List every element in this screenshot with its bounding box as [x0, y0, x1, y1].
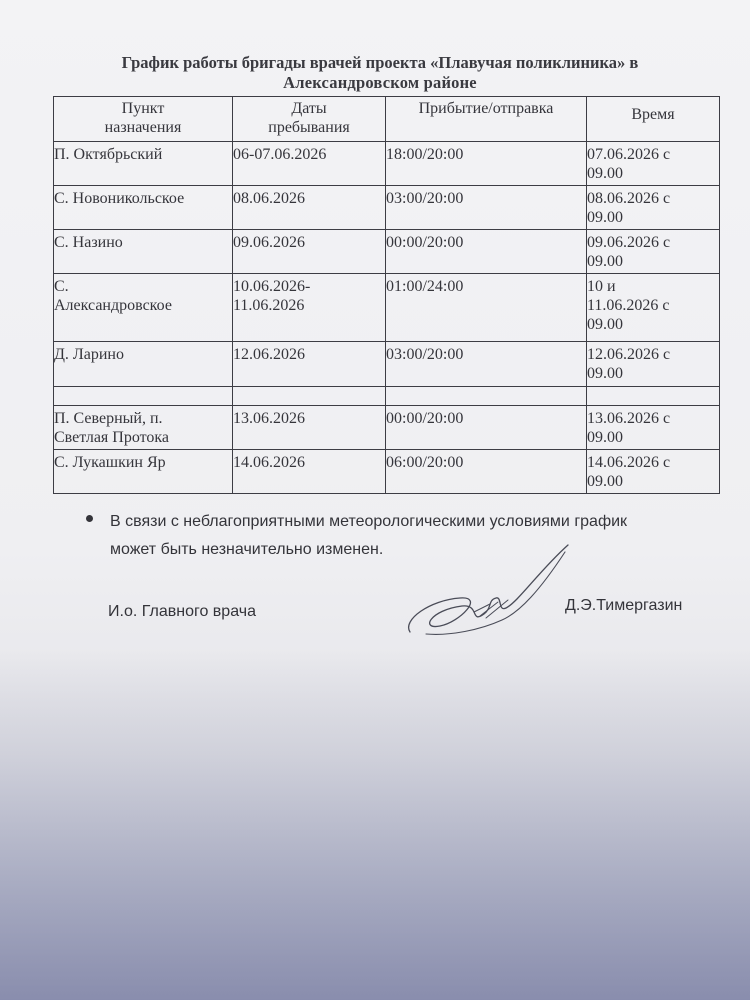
- cell-place: [54, 406, 233, 450]
- time-text: 09.06.2026 с: [587, 234, 671, 251]
- cell-arrival: [386, 406, 587, 450]
- place-text: С. Лукашкин Яр: [54, 454, 166, 471]
- cell-time: [587, 142, 720, 186]
- time-text: 14.06.2026 с: [587, 454, 671, 471]
- table-row-empty: [54, 387, 720, 406]
- cell-time: [587, 186, 720, 230]
- cell-arrival: [386, 342, 587, 387]
- cell-time: [587, 342, 720, 387]
- cell-time: [587, 230, 720, 274]
- time-text: 09.00: [587, 365, 623, 382]
- place-text: Александровское: [54, 297, 172, 314]
- cell-place: [54, 274, 233, 342]
- time-text: 07.06.2026 с: [587, 146, 671, 163]
- time-text: 11.06.2026 с: [587, 297, 670, 314]
- arrival-text: 03:00/20:00: [386, 190, 464, 207]
- cell-arrival: [386, 274, 587, 342]
- cell-dates: [233, 342, 386, 387]
- table-row: [54, 450, 720, 494]
- cell-arrival: [386, 142, 587, 186]
- header-destination: [54, 97, 233, 142]
- cell-dates: [233, 142, 386, 186]
- table-row: [54, 186, 720, 230]
- time-text: 10 и: [587, 278, 616, 295]
- time-text: 09.00: [587, 165, 623, 182]
- cell-time: [587, 450, 720, 494]
- header-time: [587, 97, 720, 142]
- time-text: 09.00: [587, 316, 623, 333]
- cell-dates: [233, 274, 386, 342]
- time-text: 09.00: [587, 253, 623, 270]
- document-title-line1: График работы бригады врачей проекта «Плавучая поликлиника» в: [121, 53, 639, 72]
- arrival-text: 00:00/20:00: [386, 410, 464, 427]
- dates-text: 08.06.2026: [233, 190, 305, 207]
- dates-text: 09.06.2026: [233, 234, 305, 251]
- arrival-text: 06:00/20:00: [386, 454, 464, 471]
- cell-place: [54, 142, 233, 186]
- dates-text: 06-07.06.2026: [233, 146, 327, 163]
- cell-time: [587, 406, 720, 450]
- table-row: [54, 274, 720, 342]
- place-text: Д. Ларино: [54, 346, 124, 363]
- place-text: П. Северный, п.: [54, 410, 163, 427]
- table-row: [54, 342, 720, 387]
- signer-name: Д.Э.Тимергазин: [565, 597, 683, 614]
- header-time-label: Время: [631, 106, 675, 123]
- place-text: С.: [54, 278, 69, 295]
- arrival-text: 00:00/20:00: [386, 234, 464, 251]
- header-dates-line2: пребывания: [268, 119, 350, 136]
- cell-place: [54, 186, 233, 230]
- cell-dates: [233, 186, 386, 230]
- place-text: П. Октябрьский: [54, 146, 163, 163]
- arrival-text: 03:00/20:00: [386, 346, 464, 363]
- cell-empty: [587, 387, 720, 406]
- bullet-point: [86, 515, 93, 522]
- cell-arrival: [386, 230, 587, 274]
- schedule-table: [53, 96, 720, 494]
- time-text: 09.00: [587, 473, 623, 490]
- header-destination-line1: Пункт: [121, 100, 165, 117]
- cell-arrival: [386, 186, 587, 230]
- place-text: Светлая Протока: [54, 429, 170, 446]
- cell-empty: [233, 387, 386, 406]
- dates-text: 10.06.2026-: [233, 278, 311, 295]
- table-header-row: [54, 97, 720, 142]
- table-row: [54, 230, 720, 274]
- time-text: 09.00: [587, 209, 623, 226]
- dates-text: 13.06.2026: [233, 410, 305, 427]
- arrival-text: 01:00/24:00: [386, 278, 464, 295]
- cell-empty: [54, 387, 233, 406]
- weather-note-line1: В связи с неблагоприятными метеорологическими условиями график: [110, 513, 628, 530]
- header-dates: [233, 97, 386, 142]
- header-arrival-label: Прибытие/отправка: [418, 100, 554, 117]
- cell-place: [54, 230, 233, 274]
- cell-dates: [233, 406, 386, 450]
- header-arrival-departure: [386, 97, 587, 142]
- table-row: [54, 142, 720, 186]
- document-title-line2: Александровском районе: [283, 73, 477, 92]
- time-text: 12.06.2026 с: [587, 346, 671, 363]
- header-dates-line1: Даты: [291, 100, 327, 117]
- place-text: С. Новоникольское: [54, 190, 185, 207]
- cell-empty: [386, 387, 587, 406]
- signer-position: И.о. Главного врача: [108, 603, 256, 620]
- place-text: С. Назино: [54, 234, 123, 251]
- time-text: 13.06.2026 с: [587, 410, 671, 427]
- cell-time: [587, 274, 720, 342]
- cell-dates: [233, 450, 386, 494]
- handwritten-signature: [400, 540, 580, 650]
- table-row: [54, 406, 720, 450]
- dates-text: 14.06.2026: [233, 454, 305, 471]
- dates-text: 11.06.2026: [233, 297, 305, 314]
- arrival-text: 18:00/20:00: [386, 146, 464, 163]
- cell-dates: [233, 230, 386, 274]
- cell-place: [54, 342, 233, 387]
- dates-text: 12.06.2026: [233, 346, 305, 363]
- cell-arrival: [386, 450, 587, 494]
- weather-note-line2: может быть незначительно изменен.: [110, 541, 384, 558]
- cell-place: [54, 450, 233, 494]
- time-text: 09.00: [587, 429, 623, 446]
- time-text: 08.06.2026 с: [587, 190, 671, 207]
- header-destination-line2: назначения: [104, 119, 182, 136]
